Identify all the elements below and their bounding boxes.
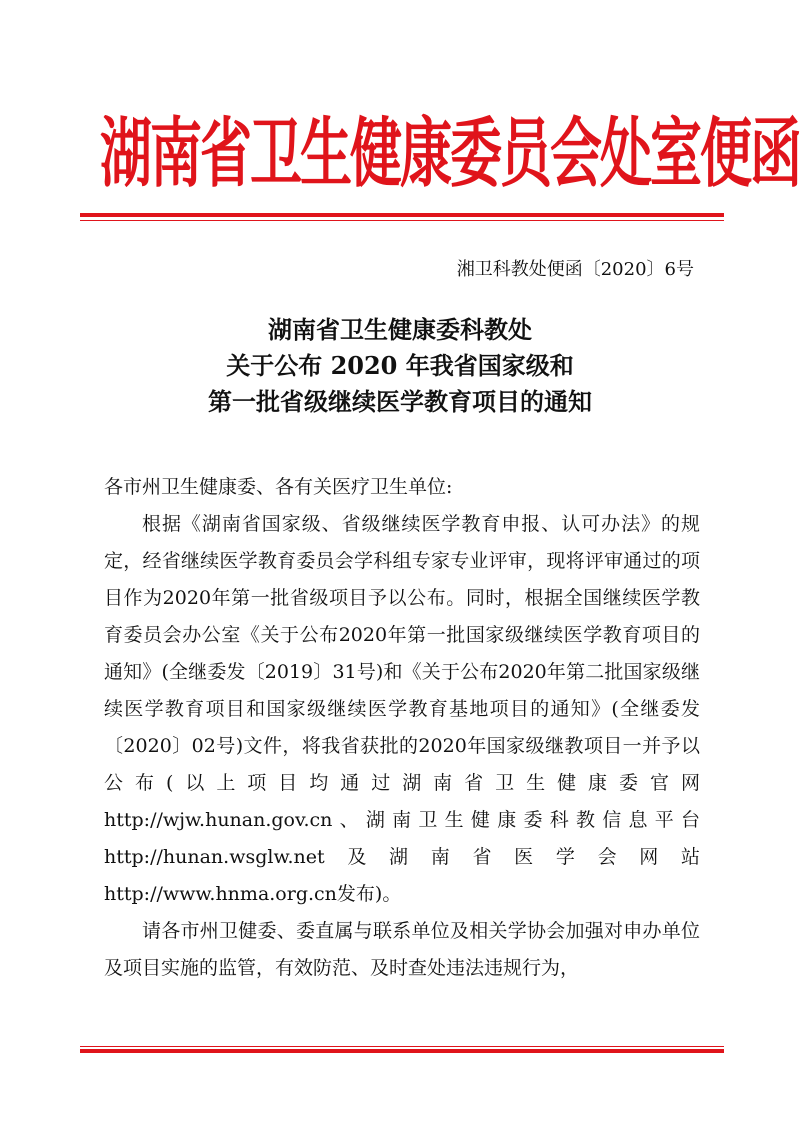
footer-divider-thin [80,1046,724,1047]
body-paragraph-1: 根据《湖南省国家级、省级继续医学教育申报、认可办法》的规定，经省继续医学教育委员会学科组专家专业评审，现将评审通过的项目作为2020年第一批省级项目予以公布。同时，根据全国继续医学教育委员会办公室《关于公布2020年第一批国家级继续医学教育项目的通知》(全继委发〔2019〕31号)和《关于公布2020年第二批国家级继续医学教育项目和国家级继续医学教育基地项目的通知》(全继委发〔2020〕02号)文件，将我省获批的2020年国家级继教项目一并予以公布(以上项目均通过湖南省卫生健康委官网http://wjw.hunan.gov.cn、湖南卫生健康委科教信息平台http://hunan.wsglw.net及湖南省医学会网站http://www.hnma.org.cn发布)。 [104,513,700,905]
salutation: 各市州卫生健康委、各有关医疗卫生单位: [104,476,453,498]
notice-title [100,312,700,420]
letterhead-divider-thick [80,213,724,217]
notice-title-line-2: 关于公布 2020 年我省国家级和 [226,351,574,380]
notice-title-line-1: 湖南省卫生健康委科教处 [268,315,532,344]
letterhead-divider-thin [80,220,724,221]
footer-divider-thick [80,1049,724,1053]
notice-title-line-3: 第一批省级继续医学教育项目的通知 [208,387,592,416]
notice-body [104,469,700,987]
letterhead-title: 湖南省卫生健康委员会处室便函 [100,111,800,199]
document-number: 湘卫科教处便函〔2020〕6号 [456,259,694,280]
body-paragraph-2: 请各市州卫健委、委直属与联系单位及相关学协会加强对申办单位及项目实施的监管，有效防范、及时查处违法违规行为， [104,920,700,979]
